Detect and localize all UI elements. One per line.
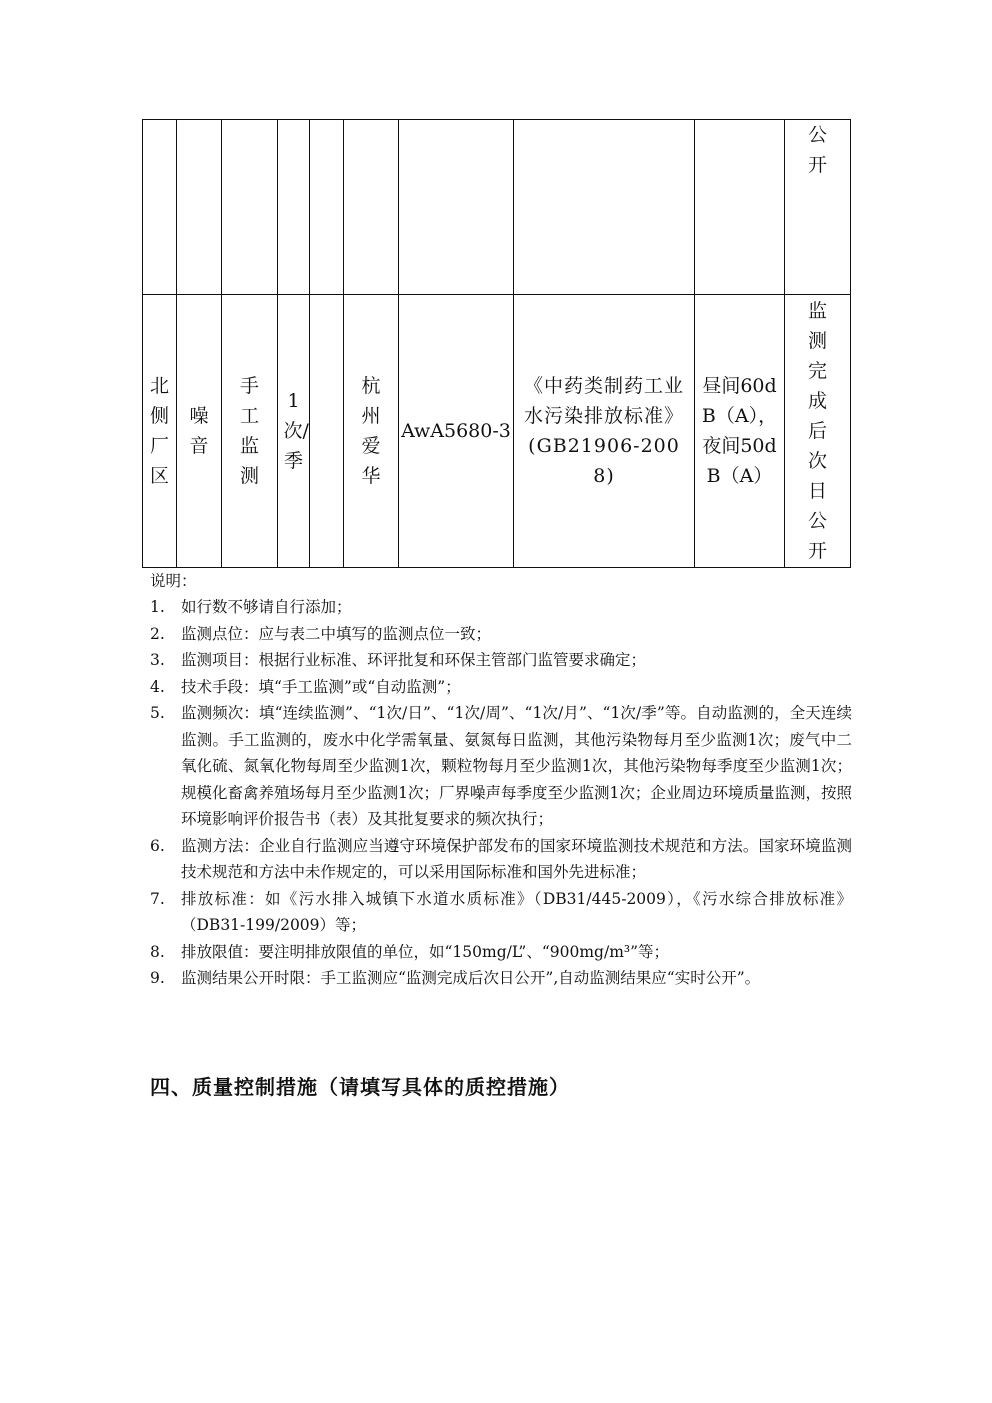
cell-disclosure: 公开 <box>785 120 851 295</box>
limit-day: 昼间60dB（A）， <box>701 375 778 427</box>
note-item <box>150 833 852 886</box>
note-item <box>150 700 852 833</box>
note-item <box>150 939 852 966</box>
note-text: 监测项目：根据行业标准、环评批复和环保主管部门监管要求确定； <box>181 651 647 669</box>
cell-brand <box>344 120 399 295</box>
cell-model: AwA5680-3 <box>399 295 514 568</box>
note-number: 2. <box>150 624 165 643</box>
cell-item <box>177 120 222 295</box>
note-number: 9. <box>150 969 165 987</box>
cell-standard: 《中药类制药工业水污染排放标准》(GB21906-2008) <box>514 295 695 568</box>
note-item <box>150 886 852 939</box>
note-item <box>150 621 852 648</box>
cell-disclosure: 监测完成后次日公开 <box>785 295 851 568</box>
note-number: 7. <box>150 889 165 908</box>
note-number: 8. <box>150 942 165 961</box>
cell-blank <box>310 295 344 568</box>
note-item <box>150 594 852 621</box>
table-row <box>143 120 851 295</box>
note-text: 排放标准：如《污水排入城镇下水道水质标准》（DB31/445-2009），《污水综合排放标准》（DB31-199/2009）等； <box>181 889 852 934</box>
limit-night: 夜间50dB（A） <box>702 435 777 487</box>
note-number: 1. <box>150 598 165 616</box>
note-item <box>150 647 852 674</box>
note-number: 6. <box>150 836 165 855</box>
note-number: 5. <box>150 704 165 722</box>
note-text: 监测方法：企业自行监测应当遵守环境保护部发布的国家环境监测技术规范和方法。国家环境监测技术规范和方法中未作规定的，可以采用国际标准和国外先进标准； <box>181 836 852 881</box>
note-number: 4. <box>150 677 165 696</box>
cell-frequency <box>278 120 310 295</box>
notes <box>150 568 852 992</box>
cell-standard <box>514 120 695 295</box>
monitoring-table <box>142 119 851 568</box>
cell-method <box>222 120 278 295</box>
note-text: 监测结果公开时限：手工监测应“监测完成后次日公开”,自动监测结果应“实时公开”。 <box>181 969 761 987</box>
section-heading: 四、质量控制措施（请填写具体的质控措施） <box>150 1075 570 1099</box>
cell-method: 手工监测 <box>222 295 278 568</box>
cell-limit <box>695 120 785 295</box>
note-text: 排放限值：要注明排放限值的单位，如“150mg/L”、“900mg/m³”等； <box>181 942 670 961</box>
cell-frequency: 1次/季 <box>278 295 310 568</box>
note-number: 3. <box>150 651 165 669</box>
note-text: 技术手段：填“手工监测”或“自动监测”； <box>181 677 461 696</box>
cell-blank <box>310 120 344 295</box>
note-text: 监测频次：填“连续监测”、“1次/日”、“1次/周”、“1次/月”、“1次/季”等。自动监测的，全天连续监测。手工监测的，废水中化学需氧量、氨氮每日监测，其他污染物每月至少监测1次；废气中二氧化硫、氮氧化物每周至少监测1次，颗粒物每月至少监测1次，其他污染物每季度至少监测1次；规模化畜禽养殖场每月至少监测1次；厂界噪声每季度至少监测1次；企业周边环境质量监测，按照环境影响评价报告书（表）及其批复要求的频次执行； <box>181 704 852 828</box>
note-item <box>150 674 852 701</box>
note-text: 监测点位：应与表二中填写的监测点位一致； <box>181 624 492 643</box>
cell-brand: 杭州爱华 <box>344 295 399 568</box>
note-item <box>150 965 852 992</box>
notes-title: 说明： <box>150 572 197 590</box>
cell-item: 噪音 <box>177 295 222 568</box>
note-text: 如行数不够请自行添加； <box>181 598 352 616</box>
table-row <box>143 295 851 568</box>
cell-location <box>143 120 177 295</box>
cell-limit <box>695 295 785 568</box>
cell-model <box>399 120 514 295</box>
cell-location: 北侧厂区 <box>143 295 177 568</box>
